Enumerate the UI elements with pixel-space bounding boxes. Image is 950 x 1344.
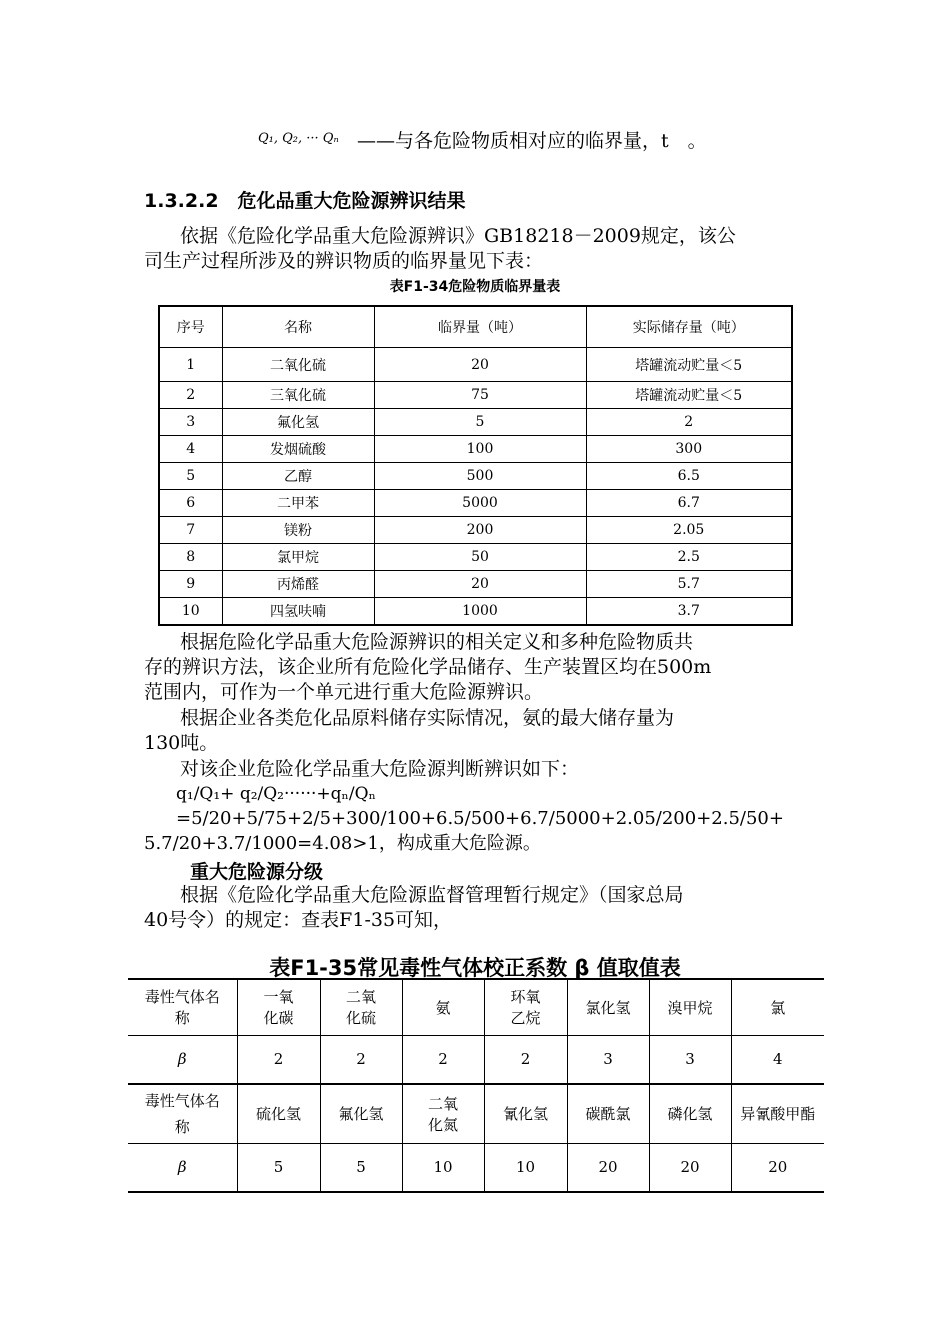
- intro-paragraph-line-1: 依据《危险化学品重大危险源辨识》GB18218－2009规定，该公: [180, 225, 736, 247]
- table-cell: 三氧化硫: [222, 382, 374, 409]
- table-cell: 500: [374, 463, 586, 490]
- table-cell: 二甲苯: [222, 490, 374, 517]
- table-row: [159, 517, 792, 544]
- formula-variables: Q₁, Q₂, ··· Qₙ: [258, 131, 339, 146]
- gas-name: 氟化氢: [320, 1084, 402, 1143]
- beta-value: 2: [237, 1035, 320, 1084]
- table-row: [159, 436, 792, 463]
- table-cell: 2: [586, 409, 792, 436]
- table-row: [159, 598, 792, 626]
- beta-value: 3: [649, 1035, 731, 1084]
- table-cell: 5.7: [586, 571, 792, 598]
- paragraph-1-line-3: 范围内，可作为一个单元进行重大危险源辨识。: [144, 681, 544, 703]
- gas-name: 溴甲烷: [649, 979, 731, 1035]
- row-label: 毒性气体名称: [128, 979, 237, 1035]
- table-cell: 6.7: [586, 490, 792, 517]
- table-row: [159, 409, 792, 436]
- table-cell: 3.7: [586, 598, 792, 626]
- table-cell: 二氧化硫: [222, 348, 374, 382]
- beta-value: 20: [567, 1143, 649, 1192]
- table-row: [128, 1035, 824, 1084]
- table-cell: 100: [374, 436, 586, 463]
- intro-paragraph-line-2: 司生产过程所涉及的辨识物质的临界量见下表：: [144, 250, 544, 272]
- table-cell: 发烟硫酸: [222, 436, 374, 463]
- gas-name: 氨: [402, 979, 484, 1035]
- header-cell: 临界量（吨）: [374, 306, 586, 348]
- beta-value: 5: [320, 1143, 402, 1192]
- table-cell: 5: [159, 463, 222, 490]
- table-cell: 9: [159, 571, 222, 598]
- beta-value: 20: [731, 1143, 824, 1192]
- gas-name: 磷化氢: [649, 1084, 731, 1143]
- table-row: [159, 490, 792, 517]
- gas-name: 一氧化碳: [237, 979, 320, 1035]
- table-cell: 乙醇: [222, 463, 374, 490]
- table-cell: 3: [159, 409, 222, 436]
- beta-value: 2: [402, 1035, 484, 1084]
- table-row: [128, 1084, 824, 1143]
- table-cell: 2: [159, 382, 222, 409]
- gas-name: 氯: [731, 979, 824, 1035]
- paragraph-4-line-1: 根据《危险化学品重大危险源监督管理暂行规定》（国家总局: [180, 884, 684, 906]
- table-cell: 塔罐流动贮量＜5: [586, 382, 792, 409]
- table-cell: 四氢呋喃: [222, 598, 374, 626]
- paragraph-1-line-1: 根据危险化学品重大危险源辨识的相关定义和多种危险物质共: [180, 631, 694, 653]
- gas-name: 氰化氢: [484, 1084, 567, 1143]
- paragraph-2-line-2: 130吨。: [144, 732, 219, 754]
- table-row: [159, 571, 792, 598]
- table-row: [159, 463, 792, 490]
- row-label: β: [128, 1143, 237, 1192]
- table-row: [128, 979, 824, 1035]
- beta-value: 20: [649, 1143, 731, 1192]
- gas-name: 二氧化氮: [402, 1084, 484, 1143]
- gas-name: 环氧乙烷: [484, 979, 567, 1035]
- table-cell: 300: [586, 436, 792, 463]
- table-row: [159, 348, 792, 382]
- beta-value: 3: [567, 1035, 649, 1084]
- gas-name: 二氧化硫: [320, 979, 402, 1035]
- table-cell: 4: [159, 436, 222, 463]
- beta-value: 2: [320, 1035, 402, 1084]
- table-row: [159, 382, 792, 409]
- table-cell: 氯甲烷: [222, 544, 374, 571]
- subheading-grading: 重大危险源分级: [190, 861, 324, 883]
- header-cell: 序号: [159, 306, 222, 348]
- paragraph-4-line-2: 40号令）的规定：查表F1-35可知，: [144, 909, 453, 931]
- table-cell: 6.5: [586, 463, 792, 490]
- calculation-formula: q₁/Q₁+ q₂/Q₂······+qₙ/Qₙ: [176, 784, 376, 804]
- gas-name: 硫化氢: [237, 1084, 320, 1143]
- section-heading: 1.3.2.2 危化品重大危险源辨识结果: [144, 190, 466, 212]
- row-label: β: [128, 1035, 237, 1084]
- beta-value: 10: [484, 1143, 567, 1192]
- table-cell: 塔罐流动贮量＜5: [586, 348, 792, 382]
- table-cell: 氟化氢: [222, 409, 374, 436]
- table-cell: 7: [159, 517, 222, 544]
- beta-value: 4: [731, 1035, 824, 1084]
- table-cell: 50: [374, 544, 586, 571]
- paragraph-2-line-1: 根据企业各类危化品原料储存实际情况，氨的最大储存量为: [180, 707, 675, 729]
- formula-description: ——与各危险物质相对应的临界量，t 。: [357, 130, 707, 152]
- row-label: 毒性气体名称: [128, 1084, 237, 1143]
- beta-value: 5: [237, 1143, 320, 1192]
- table-cell: 1: [159, 348, 222, 382]
- table-cell: 8: [159, 544, 222, 571]
- gas-name: 异氰酸甲酯: [731, 1084, 824, 1143]
- table-cell: 镁粉: [222, 517, 374, 544]
- gas-name: 碳酰氯: [567, 1084, 649, 1143]
- table-header-row: [159, 306, 792, 348]
- table-cell: 10: [159, 598, 222, 626]
- calculation-line-2: =5/20+5/75+2/5+300/100+6.5/500+6.7/5000+2.05/200+2.5/50+: [176, 808, 784, 829]
- table-cell: 2.5: [586, 544, 792, 571]
- header-cell: 实际储存量（吨）: [586, 306, 792, 348]
- gas-name: 氯化氢: [567, 979, 649, 1035]
- beta-value: 10: [402, 1143, 484, 1192]
- table-cell: 丙烯醛: [222, 571, 374, 598]
- table-row: [159, 544, 792, 571]
- table-row: [128, 1143, 824, 1192]
- beta-value: 2: [484, 1035, 567, 1084]
- table-cell: 20: [374, 348, 586, 382]
- beta-coefficient-table: [128, 978, 824, 1193]
- paragraph-1-line-2: 存的辨识方法，该企业所有危险化学品储存、生产装置区均在500m: [144, 656, 712, 678]
- table-cell: 5000: [374, 490, 586, 517]
- table2-caption: 表F1-35常见毒性气体校正系数 β 值取值表: [269, 956, 681, 980]
- table-cell: 2.05: [586, 517, 792, 544]
- paragraph-3-line-1: 对该企业危险化学品重大危险源判断辨识如下：: [180, 758, 580, 780]
- table-cell: 200: [374, 517, 586, 544]
- table-cell: 75: [374, 382, 586, 409]
- calculation-line-3: 5.7/20+3.7/1000=4.08>1，构成重大危险源。: [144, 833, 541, 854]
- table-cell: 1000: [374, 598, 586, 626]
- header-cell: 名称: [222, 306, 374, 348]
- table1-caption: 表F1-34危险物质临界量表: [389, 279, 561, 295]
- table-cell: 20: [374, 571, 586, 598]
- critical-quantity-table: [158, 305, 793, 626]
- table-cell: 5: [374, 409, 586, 436]
- table-cell: 6: [159, 490, 222, 517]
